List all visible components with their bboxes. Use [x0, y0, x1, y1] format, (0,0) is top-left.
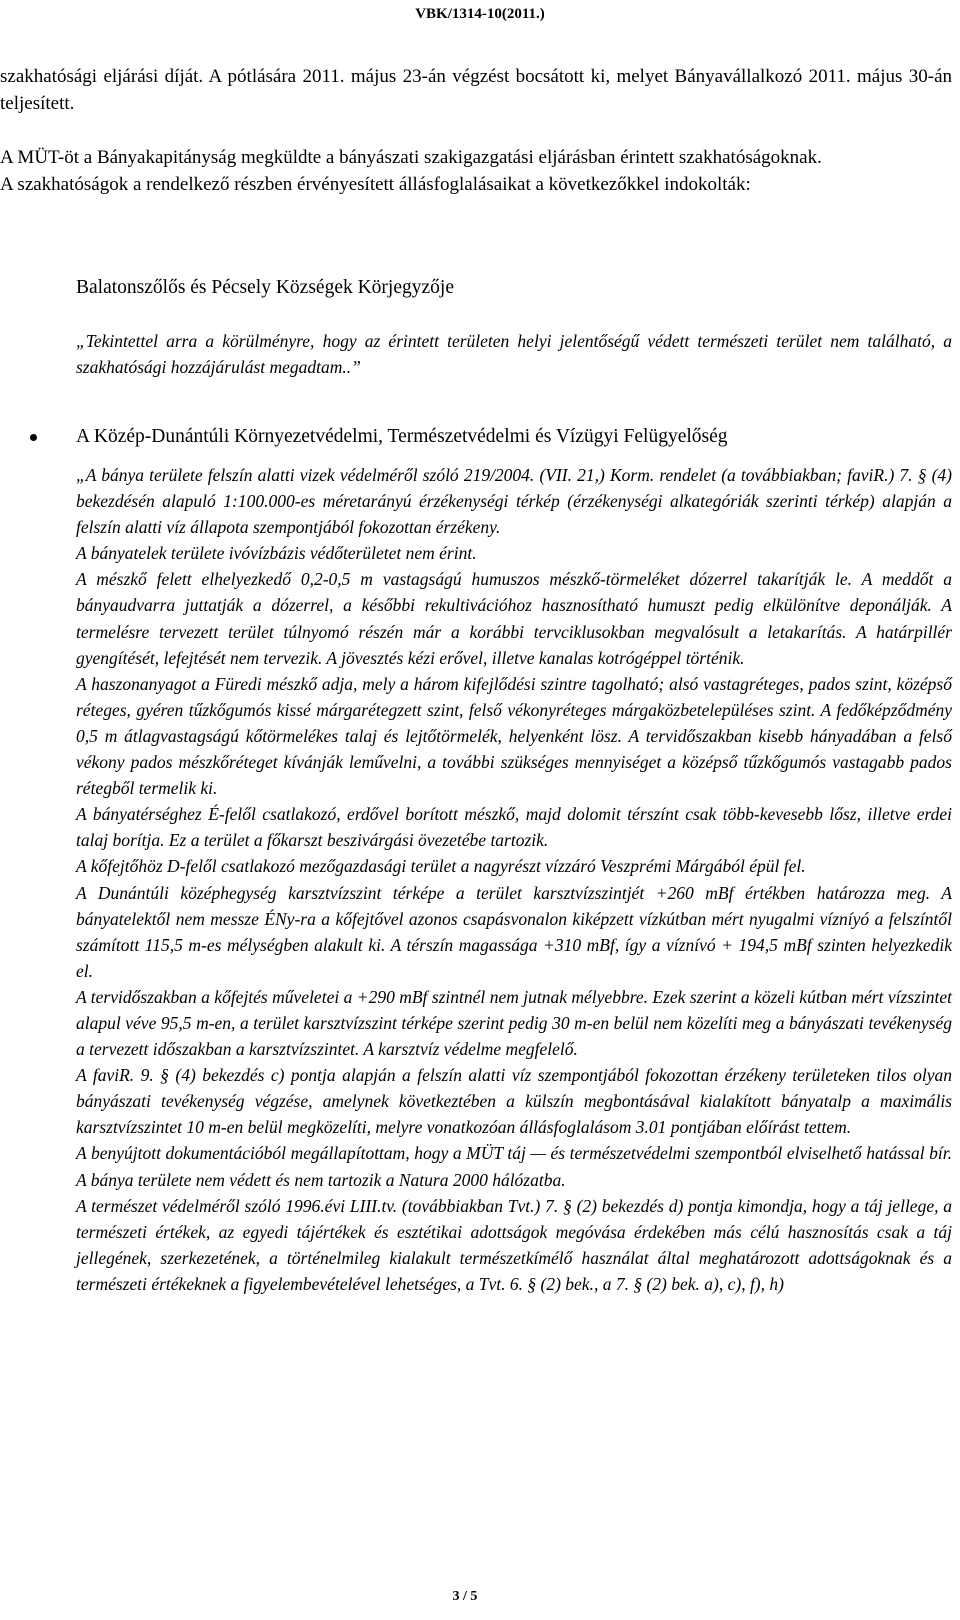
authority-1-name: Balatonszőlős és Pécsely Községek Körjegyzője [76, 277, 454, 298]
authority-section-1 [76, 275, 952, 380]
statement-paragraph: „A bánya területe felszín alatti vizek védelméről szóló 219/2004. (VII. 21,) Korm. rendelet (a továbbiakban; faviR.) 7. § (4) bekezdésén alapuló 1:100.000-es méretarányú érzékenységi térkép (érzékenységi alkategóriák szerinti térkép) alapján a felszín alatti víz állapota szempontjából fokozottan érzékeny. [76, 465, 952, 538]
statement-paragraph: A mészkő felett elhelyezkedő 0,2-0,5 m vastagságú humuszos mészkő-törmeléket dózerrel takarítják le. A meddőt a bányaudvarra juttatják a dózerrel, a későbbi rekultivációhoz hasznosítható humuszt pedig elkülönítve deponálják. A termelésre tervezett terület túlnyomó részén már a korábbi tervciklusokban megvalósult a letakarítás. A határpillér gyengítését, lefejtését nem tervezik. A jövesztés kézi erővel, illetve kanalas kotrógéppel történik. [76, 569, 952, 668]
bullet-icon [30, 434, 37, 441]
statement-paragraph: A benyújtott dokumentációból megállapítottam, hogy a MÜT táj — és természetvédelmi szempontból elviselhető hatással bír. A bánya területe nem védett és nem tartozik a Natura 2000 hálózatba. [76, 1143, 952, 1190]
intro-paragraph-1: szakhatósági eljárási díját. A pótlására 2011. május 23-án végzést bocsátott ki, melyet Bányavállalkozó 2011. május 30-án teljesített. [0, 66, 952, 114]
statement-paragraph: A Dunántúli középhegység karsztvízszint térképe a terület karsztvízszintjét +260 mBf értékben határozza meg. A bányatelektől nem messze ÉNy-ra a kőfejtővel azonos csapásvonalon kiképzett vízkútban mért nyugalmi vízníyó a felszíntől számított 115,5 m-es mélységben alakult ki. A térszín magassága +310 mBf, így a víznívó + 194,5 mBf szinten helyezkedik el. [76, 882, 952, 981]
statement-paragraph: A faviR. 9. § (4) bekezdés c) pontja alapján a felszín alatti víz szempontjából fokozottan érzékeny területeken tilos olyan bányászati tevékenység végzése, amelynek következtében a külszín megbontásával kialakított bányatalp a maximális karsztvízszintet 10 m-en belül megközelíti, melyre vonatkozóan állásfoglalásom 3.01 pontjában előírást tettem. [76, 1065, 952, 1138]
statement-paragraph: A bányatérséghez É-felől csatlakozó, erdővel borított mészkő, majd dolomit térszínt csak több-kevesebb lősz, illetve erdei talaj borítja. Ez a terület a főkarszt beszivárgási övezetébe tartozik. [76, 804, 952, 851]
authority-1-quote: „Tekintettel arra a körülményre, hogy az érintett területen helyi jelentőségű védett természeti terület nem található, a szakhatósági hozzájárulást megadtam..” [76, 331, 952, 378]
statement-paragraph: A bányatelek területe ivóvízbázis védőterületet nem érint. [76, 543, 477, 564]
statement-paragraph: A természet védelméről szóló 1996.évi LIII.tv. (továbbiakban Tvt.) 7. § (2) bekezdés d) pontja kimondja, hogy a táj jellege, a természeti értékek, az egyedi tájértékek és esztétikai adottságok megóvása érdekében más célú hasznosítás csak a táj jellegének, szerkezetének, a történelmileg kialakult természetkímélő használat által meghatározott adottságoknak és a természeti értékeknek a figyelembevételével lehetséges, a Tvt. 6. § (2) bek., a 7. § (2) bek. a), c), f), h) [76, 1195, 952, 1294]
intro-section [0, 64, 952, 198]
intro-paragraph-2: A MÜT-öt a Bányakapitányság megküldte a bányászati szakigazgatási eljárásban érintett szakhatóságoknak. [0, 147, 822, 168]
authority-section-2 [76, 424, 952, 1297]
authority-2-name: A Közép-Dunántúli Környezetvédelmi, Természetvédelmi és Vízügyi Felügyelőség [76, 426, 728, 447]
authority-1-statement [76, 328, 952, 380]
statement-paragraph: A haszonanyagot a Füredi mészkő adja, mely a három kifejlődési szintre tagolható; alsó vastagréteges, pados szint, középső réteges, gyéren tűzkőgumós kissé márgarétegzett szint, felső vékonyréteges márgaközbetelepüléses szint. A fedőképződmény 0,5 m átlagvastagságú kőtörmelékes talaj és lejtőtörmelék, helyenként lösz. A tervidőszakban kisebb hányadában a felső vékony pados mészkőréteget kívánják leművelni, a további szükséges mennyiséget a középső tűzkőgumós vastagabb pados rétegből termelik ki. [76, 673, 952, 799]
page-number: 3 / 5 [452, 1589, 478, 1604]
document-reference: VBK/1314-10(2011.) [415, 6, 545, 22]
statement-paragraph: A tervidőszakban a kőfejtés műveletei a +290 mBf szintnél nem jutnak mélyebbre. Ezek szerint a közeli kútban mért vízszintet alapul véve 95,5 m-en, a terület karsztvízszint térképe szerint pedig 30 m-en belül nem közelíti meg a bányászati tevékenység a tervezett időszakban a karsztvízszintet. A karsztvíz védelme megfelelő. [76, 986, 952, 1060]
statement-paragraph: A kőfejtőhöz D-felől csatlakozó mezőgazdasági terület a nagyrészt vízzáró Veszprémi Márgából épül fel. [76, 856, 806, 877]
intro-paragraph-3: A szakhatóságok a rendelkező részben érvényesített állásfoglalásaikat a következőkkel indokolták: [0, 173, 751, 195]
authority-2-statement [76, 462, 952, 1297]
